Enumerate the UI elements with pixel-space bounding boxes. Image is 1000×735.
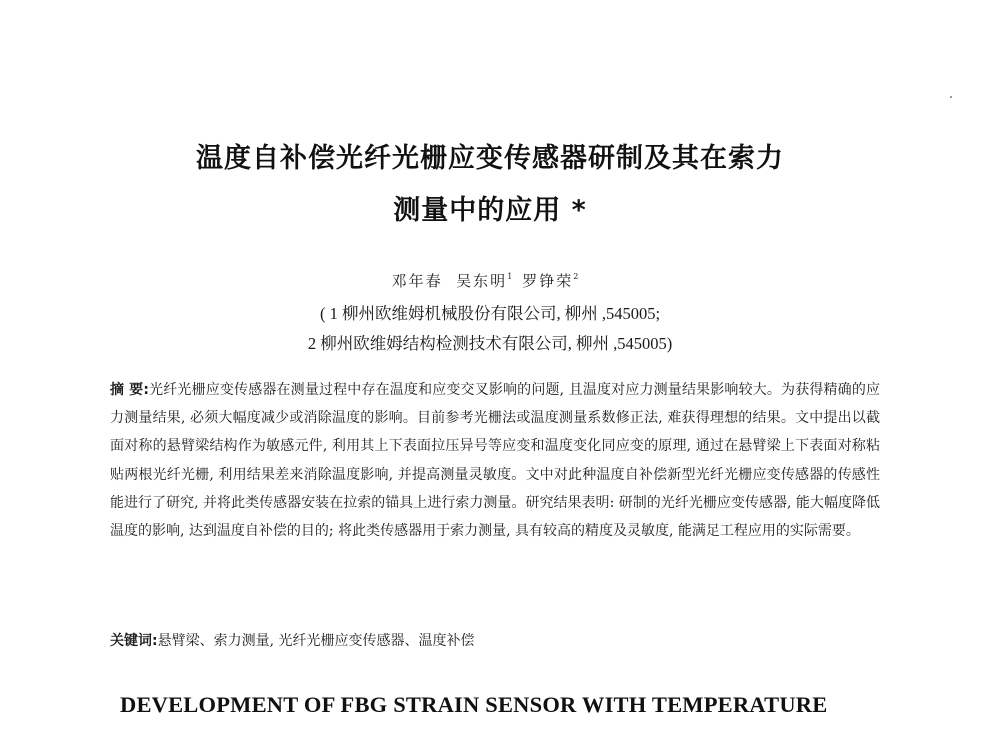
title-line-2: 测量中的应用 * — [393, 195, 587, 226]
keywords-text: 悬臂梁、索力测量, 光纤光栅应变传感器、温度补偿 — [157, 633, 475, 649]
affiliation-line-2: 2 柳州欧维姆结构检测技术有限公司, 柳州 ,545005) — [307, 334, 673, 353]
keywords — [110, 630, 880, 650]
author-name: 邓年春 — [391, 272, 443, 290]
title-line-1: 温度自补偿光纤光栅应变传感器研制及其在索力 — [196, 143, 784, 174]
abstract — [110, 376, 880, 545]
author-list — [90, 270, 890, 291]
affiliation-line-1: ( 1 柳州欧维姆机械股份有限公司, 柳州 ,545005; — [319, 304, 661, 323]
author-name: 吴东明 — [456, 272, 508, 290]
english-title: DEVELOPMENT OF FBG STRAIN SENSOR WITH TEMPERATURE — [120, 692, 828, 717]
keywords-label: 关键词: — [110, 633, 158, 649]
author-name: 罗铮荣 — [522, 272, 574, 290]
abstract-label: 摘 要: — [110, 382, 149, 398]
abstract-text: 光纤光栅应变传感器在测量过程中存在温度和应变交叉影响的问题, 且温度对应力测量结果影响较大。为获得精确的应力测量结果, 必须大幅度减少或消除温度的影响。目前参考光栅法或温度测量系数修正法, 难获得理想的结果。文中提出以截面对称的悬臂梁结构作为敏感元件, 利用其上下表面拉压异号等应变和温度变化同应变的原理, 通过在悬臂梁上下表面对称粘贴两根光纤光栅, 利用结果差来消除温度影响, 并提高测量灵敏度。文中对此种温度自补偿新型光纤光栅应变传感器的传感性能进行了研究, 并将此类传感器安装在拉索的锚具上进行索力测量。研究结果表明: 研制的光纤光栅应变传感器, 能大幅度降低温度的影响, 达到温度自补偿的目的; 将此类传感器用于索力测量, 具有较高的精度及灵敏度, 能满足工程应用的实际需要。 — [110, 382, 880, 540]
affiliation-mark: 1 — [507, 272, 513, 281]
scan-speck — [950, 96, 952, 98]
affiliation-mark: 2 — [573, 272, 579, 281]
